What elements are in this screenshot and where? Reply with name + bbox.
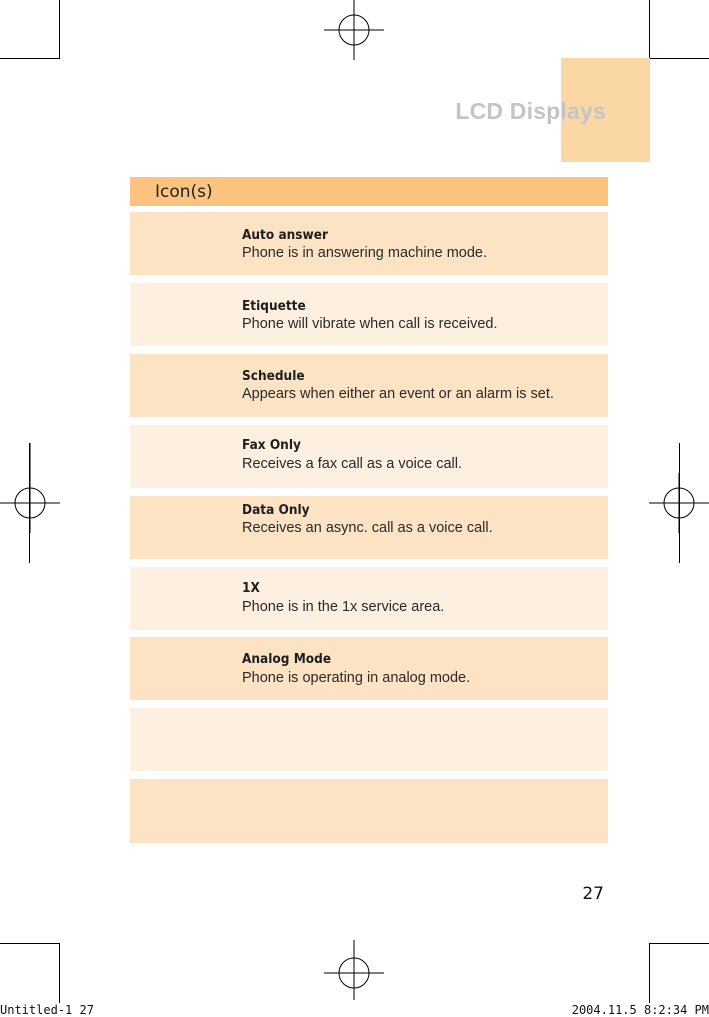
- row-title: Etiquette: [242, 298, 306, 314]
- table-row: [130, 567, 608, 630]
- row-description: Receives a fax call as a voice call.: [242, 456, 463, 472]
- row-title: Fax Only: [242, 437, 301, 453]
- crop-mark: [650, 58, 709, 59]
- row-description: Phone is in answering machine mode.: [242, 245, 488, 261]
- table-header: [130, 177, 608, 206]
- crop-mark: [649, 943, 650, 1003]
- registration-mark-bottom: [324, 940, 384, 1000]
- row-description: Phone is in the 1x service area.: [242, 599, 445, 615]
- registration-line: [679, 443, 680, 563]
- table-row: [130, 779, 608, 843]
- crop-mark: [59, 943, 60, 1003]
- registration-mark-top: [324, 0, 384, 60]
- crop-mark: [0, 943, 59, 944]
- registration-mark-left-circle: [0, 473, 60, 533]
- table-row: [130, 425, 608, 488]
- registration-line: [29, 443, 30, 563]
- row-description: Phone is operating in analog mode.: [242, 670, 471, 686]
- page-number: 27: [582, 884, 604, 904]
- row-title: Analog Mode: [242, 651, 332, 667]
- crop-mark: [649, 0, 650, 59]
- table-header-label: Icon(s): [155, 182, 213, 202]
- print-slug-right: 2004.11.5 8:2:34 PM: [571, 1003, 709, 1017]
- row-description: Phone will vibrate when call is received.: [242, 316, 498, 332]
- row-title: 1X: [242, 580, 260, 596]
- row-title: Data Only: [242, 502, 310, 518]
- crop-mark: [59, 0, 60, 59]
- row-title: Schedule: [242, 368, 305, 384]
- section-title: LCD Displays: [455, 98, 606, 124]
- row-description: Receives an async. call as a voice call.: [242, 520, 493, 536]
- table-row: [130, 354, 608, 417]
- table-row: [130, 708, 608, 771]
- row-description: Appears when either an event or an alarm is set.: [242, 386, 554, 402]
- print-slug-left: Untitled-1 27: [0, 1003, 94, 1017]
- crop-mark: [650, 943, 709, 944]
- table-row: [130, 496, 608, 559]
- crop-mark: [0, 58, 59, 59]
- table-row: [130, 212, 608, 275]
- table-row: [130, 637, 608, 700]
- table-row: [130, 283, 608, 346]
- row-title: Auto answer: [242, 227, 328, 243]
